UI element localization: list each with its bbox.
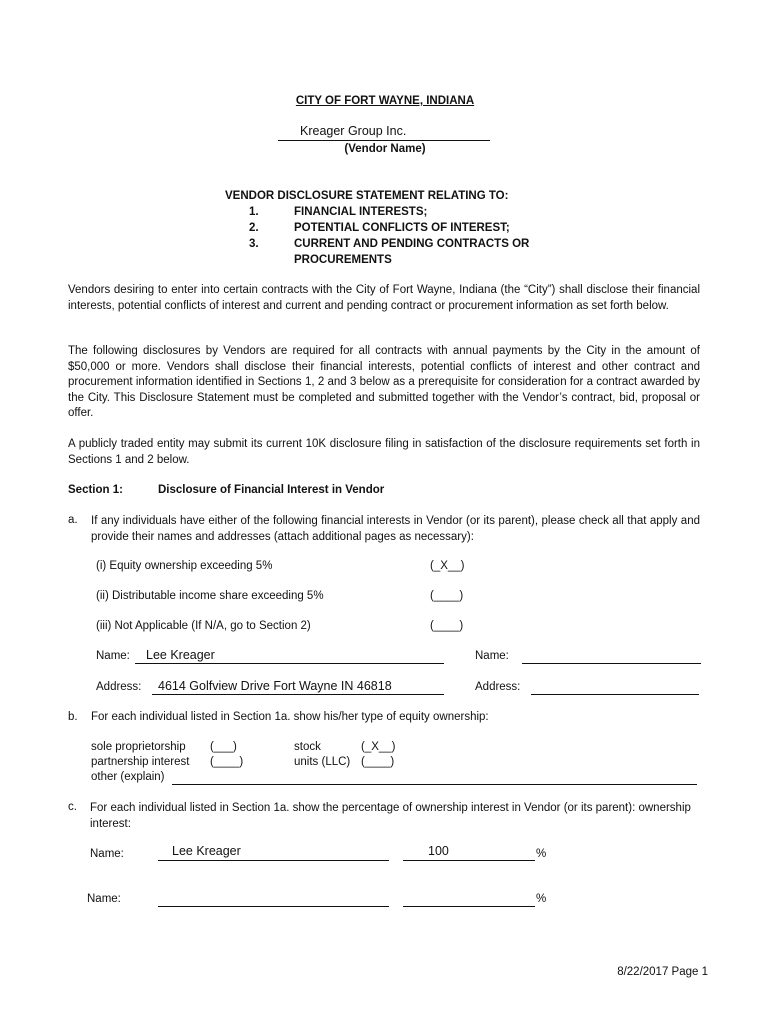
city-title: CITY OF FORT WAYNE, INDIANA [295,95,475,107]
statement-item-text-cont: PROCUREMENTS [294,254,392,266]
sole-proprietorship-label: sole proprietorship [91,741,186,753]
option-na-label: (iii) Not Applicable (If N/A, go to Section 2) [96,620,311,632]
option-income-checkbox[interactable]: (____) [430,590,464,602]
statement-item-text: POTENTIAL CONFLICTS OF INTEREST; [294,222,510,234]
ownership-pct2-field[interactable] [403,906,535,907]
item-a-text: If any individuals have either of the following financial interests in Vendor (or its parent), please check all that apply and provide their names and addresses (attach additional pages as necessary): [91,515,700,543]
name2-label: Name: [475,650,509,662]
public-entity-paragraph: A publicly traded entity may submit its current 10K disclosure filing in satisfaction of the disclosure requirements set forth in Sections 1 and 2 below. [68,438,700,466]
option-income-label: (ii) Distributable income share exceeding 5% [96,590,324,602]
stock-checkbox[interactable]: (_X__) [361,741,396,753]
address2-field[interactable] [531,694,699,695]
partnership-checkbox[interactable]: (____) [210,756,244,768]
address-value: 4614 Golfview Drive Fort Wayne IN 46818 [158,679,392,693]
other-explain-field[interactable] [172,784,697,785]
sole-proprietorship-checkbox[interactable]: (___) [210,741,237,753]
other-explain-label: other (explain) [91,771,165,783]
section1-label: Section 1: [68,484,123,496]
vendor-name-line [278,126,490,141]
statement-item-text: FINANCIAL INTERESTS; [294,206,428,218]
option-equity-checkbox[interactable]: (_X__) [430,560,465,572]
name-label: Name: [96,650,130,662]
name-field[interactable] [135,663,444,664]
statement-title: VENDOR DISCLOSURE STATEMENT RELATING TO: [225,190,509,202]
name2-field[interactable] [522,663,701,664]
statement-item-num: 2. [249,222,259,234]
address-label: Address: [96,681,142,693]
percent-sign: % [536,848,547,860]
name-value: Lee Kreager [146,648,215,662]
units-llc-label: units (LLC) [294,756,351,768]
page-footer: 8/22/2017 Page 1 [617,966,708,978]
ownership-pct-field[interactable] [403,860,535,861]
ownership-name-label: Name: [90,848,124,860]
ownership-pct-value: 100 [428,844,449,858]
address2-label: Address: [475,681,521,693]
section1-title: Disclosure of Financial Interest in Vendor [158,484,385,496]
ownership-name-field[interactable] [158,860,389,861]
item-b-text: For each individual listed in Section 1a. show his/her type of equity ownership: [91,711,489,723]
address-field[interactable] [152,694,444,695]
requirements-paragraph: The following disclosures by Vendors are required for all contracts with annual payments by the City in the amount of $50,000 or more. Vendors shall disclose their financial interests, potential conflicts of interest and other contract and procurement information identified in Sections 1, 2 and 3 below as a prerequisite for consideration for a contract awarded by the City. This Disclosure Statement must be completed and submitted together with the Vendor’s contract, bid, proposal or offer. [68,345,700,419]
option-equity-label: (i) Equity ownership exceeding 5% [96,560,273,572]
stock-label: stock [294,741,321,753]
vendor-name-label: (Vendor Name) [344,143,426,155]
item-c-text: For each individual listed in Section 1a. show the percentage of ownership interest in Vendor (or its parent): ownership interest: [90,802,691,830]
percent-sign: % [536,893,547,905]
option-na-checkbox[interactable]: (____) [430,620,464,632]
ownership-name2-field[interactable] [158,906,389,907]
item-a-letter: a. [68,514,78,526]
vendor-name-value: Kreager Group Inc. [300,124,407,138]
statement-item-num: 3. [249,238,259,250]
ownership-name2-label: Name: [87,893,121,905]
item-c-letter: c. [68,801,77,813]
ownership-name-value: Lee Kreager [172,844,241,858]
partnership-label: partnership interest [91,756,190,768]
intro-paragraph: Vendors desiring to enter into certain contracts with the City of Fort Wayne, Indiana (the “City”) shall disclose their financial interests, potential conflicts of interest and current and pending contract or procurement information as set forth below. [68,284,700,312]
units-llc-checkbox[interactable]: (____) [361,756,395,768]
item-b-letter: b. [68,711,78,723]
statement-item-num: 1. [249,206,259,218]
statement-item-text: CURRENT AND PENDING CONTRACTS OR [294,238,530,250]
